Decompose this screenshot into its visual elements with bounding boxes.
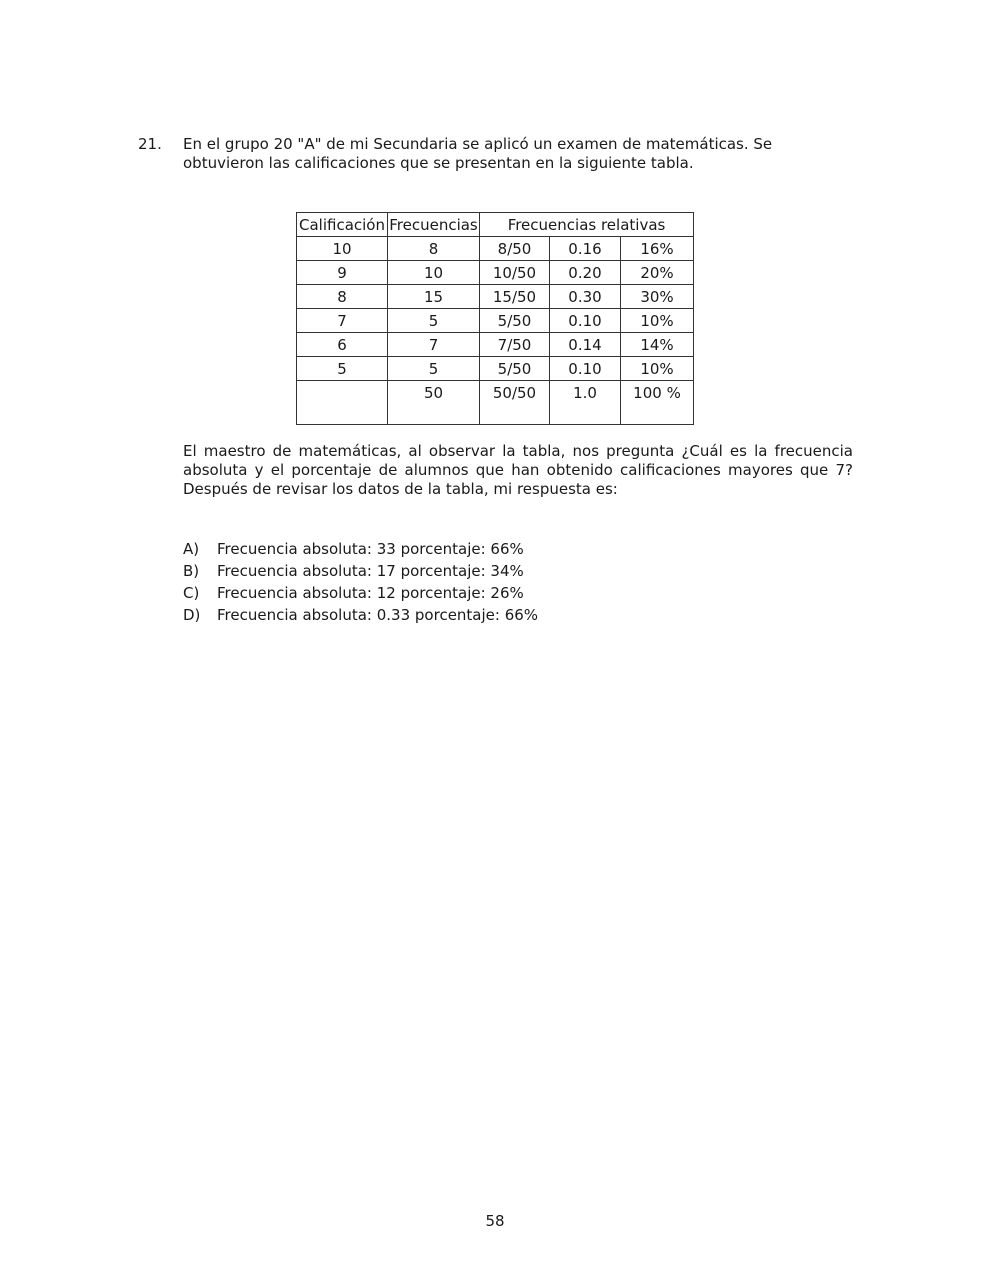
cell-decimal: 0.30 — [550, 285, 621, 309]
option-text: Frecuencia absoluta: 12 porcentaje: 26% — [217, 584, 524, 602]
frequency-table — [296, 212, 694, 425]
cell-decimal-total: 1.0 — [550, 381, 621, 425]
cell-porcentaje: 10% — [621, 309, 694, 333]
table-total-row — [297, 381, 694, 425]
option-b — [183, 561, 538, 583]
header-frecuencias-relativas: Frecuencias relativas — [480, 213, 694, 237]
cell-calificacion: 10 — [297, 237, 388, 261]
cell-decimal: 0.16 — [550, 237, 621, 261]
cell-porcentaje: 10% — [621, 357, 694, 381]
cell-calificacion: 6 — [297, 333, 388, 357]
table-row — [297, 333, 694, 357]
cell-frecuencia: 7 — [388, 333, 480, 357]
option-d — [183, 605, 538, 627]
option-a — [183, 539, 538, 561]
option-text: Frecuencia absoluta: 33 porcentaje: 66% — [217, 540, 524, 558]
question-number: 21. — [138, 135, 162, 153]
cell-frecuencia: 10 — [388, 261, 480, 285]
header-calificacion: Calificación — [297, 213, 388, 237]
question-text: El maestro de matemáticas, al observar la tabla, nos pregunta ¿Cuál es la frecuencia absoluta y el porcentaje de alumnos que han obtenido calificaciones mayores que 7? Después de revisar los datos de la tabla, mi respuesta es: — [183, 442, 853, 498]
option-c — [183, 583, 538, 605]
cell-porcentaje: 14% — [621, 333, 694, 357]
cell-calificacion: 9 — [297, 261, 388, 285]
table-row — [297, 309, 694, 333]
header-frecuencias: Frecuencias — [388, 213, 480, 237]
cell-fraccion: 8/50 — [480, 237, 550, 261]
table-row — [297, 357, 694, 381]
cell-calificacion — [297, 381, 388, 425]
question-intro: En el grupo 20 "A" de mi Secundaria se aplicó un examen de matemáticas. Se obtuvieron las calificaciones que se presentan en la siguiente tabla. — [183, 135, 773, 172]
table-row — [297, 261, 694, 285]
cell-fraccion: 15/50 — [480, 285, 550, 309]
cell-porcentaje: 30% — [621, 285, 694, 309]
cell-fraccion: 7/50 — [480, 333, 550, 357]
option-letter: B) — [183, 562, 200, 580]
cell-porcentaje: 16% — [621, 237, 694, 261]
cell-decimal: 0.20 — [550, 261, 621, 285]
option-letter: C) — [183, 584, 200, 602]
option-text: Frecuencia absoluta: 0.33 porcentaje: 66% — [217, 606, 539, 624]
cell-fraccion: 10/50 — [480, 261, 550, 285]
table-row — [297, 237, 694, 261]
cell-porcentaje-total: 100 % — [621, 381, 694, 425]
cell-frecuencia-total: 50 — [388, 381, 480, 425]
cell-porcentaje: 20% — [621, 261, 694, 285]
cell-fraccion: 5/50 — [480, 309, 550, 333]
cell-decimal: 0.10 — [550, 309, 621, 333]
option-letter: D) — [183, 606, 201, 624]
cell-frecuencia: 15 — [388, 285, 480, 309]
cell-decimal: 0.10 — [550, 357, 621, 381]
cell-calificacion: 7 — [297, 309, 388, 333]
cell-fraccion: 5/50 — [480, 357, 550, 381]
cell-decimal: 0.14 — [550, 333, 621, 357]
cell-frecuencia: 5 — [388, 357, 480, 381]
cell-fraccion-total: 50/50 — [480, 381, 550, 425]
option-letter: A) — [183, 540, 200, 558]
cell-calificacion: 8 — [297, 285, 388, 309]
table-header-row — [297, 213, 694, 237]
cell-calificacion: 5 — [297, 357, 388, 381]
page-number: 58 — [485, 1212, 505, 1230]
option-text: Frecuencia absoluta: 17 porcentaje: 34% — [217, 562, 524, 580]
cell-frecuencia: 8 — [388, 237, 480, 261]
cell-frecuencia: 5 — [388, 309, 480, 333]
table-row — [297, 285, 694, 309]
answer-options — [183, 539, 538, 627]
